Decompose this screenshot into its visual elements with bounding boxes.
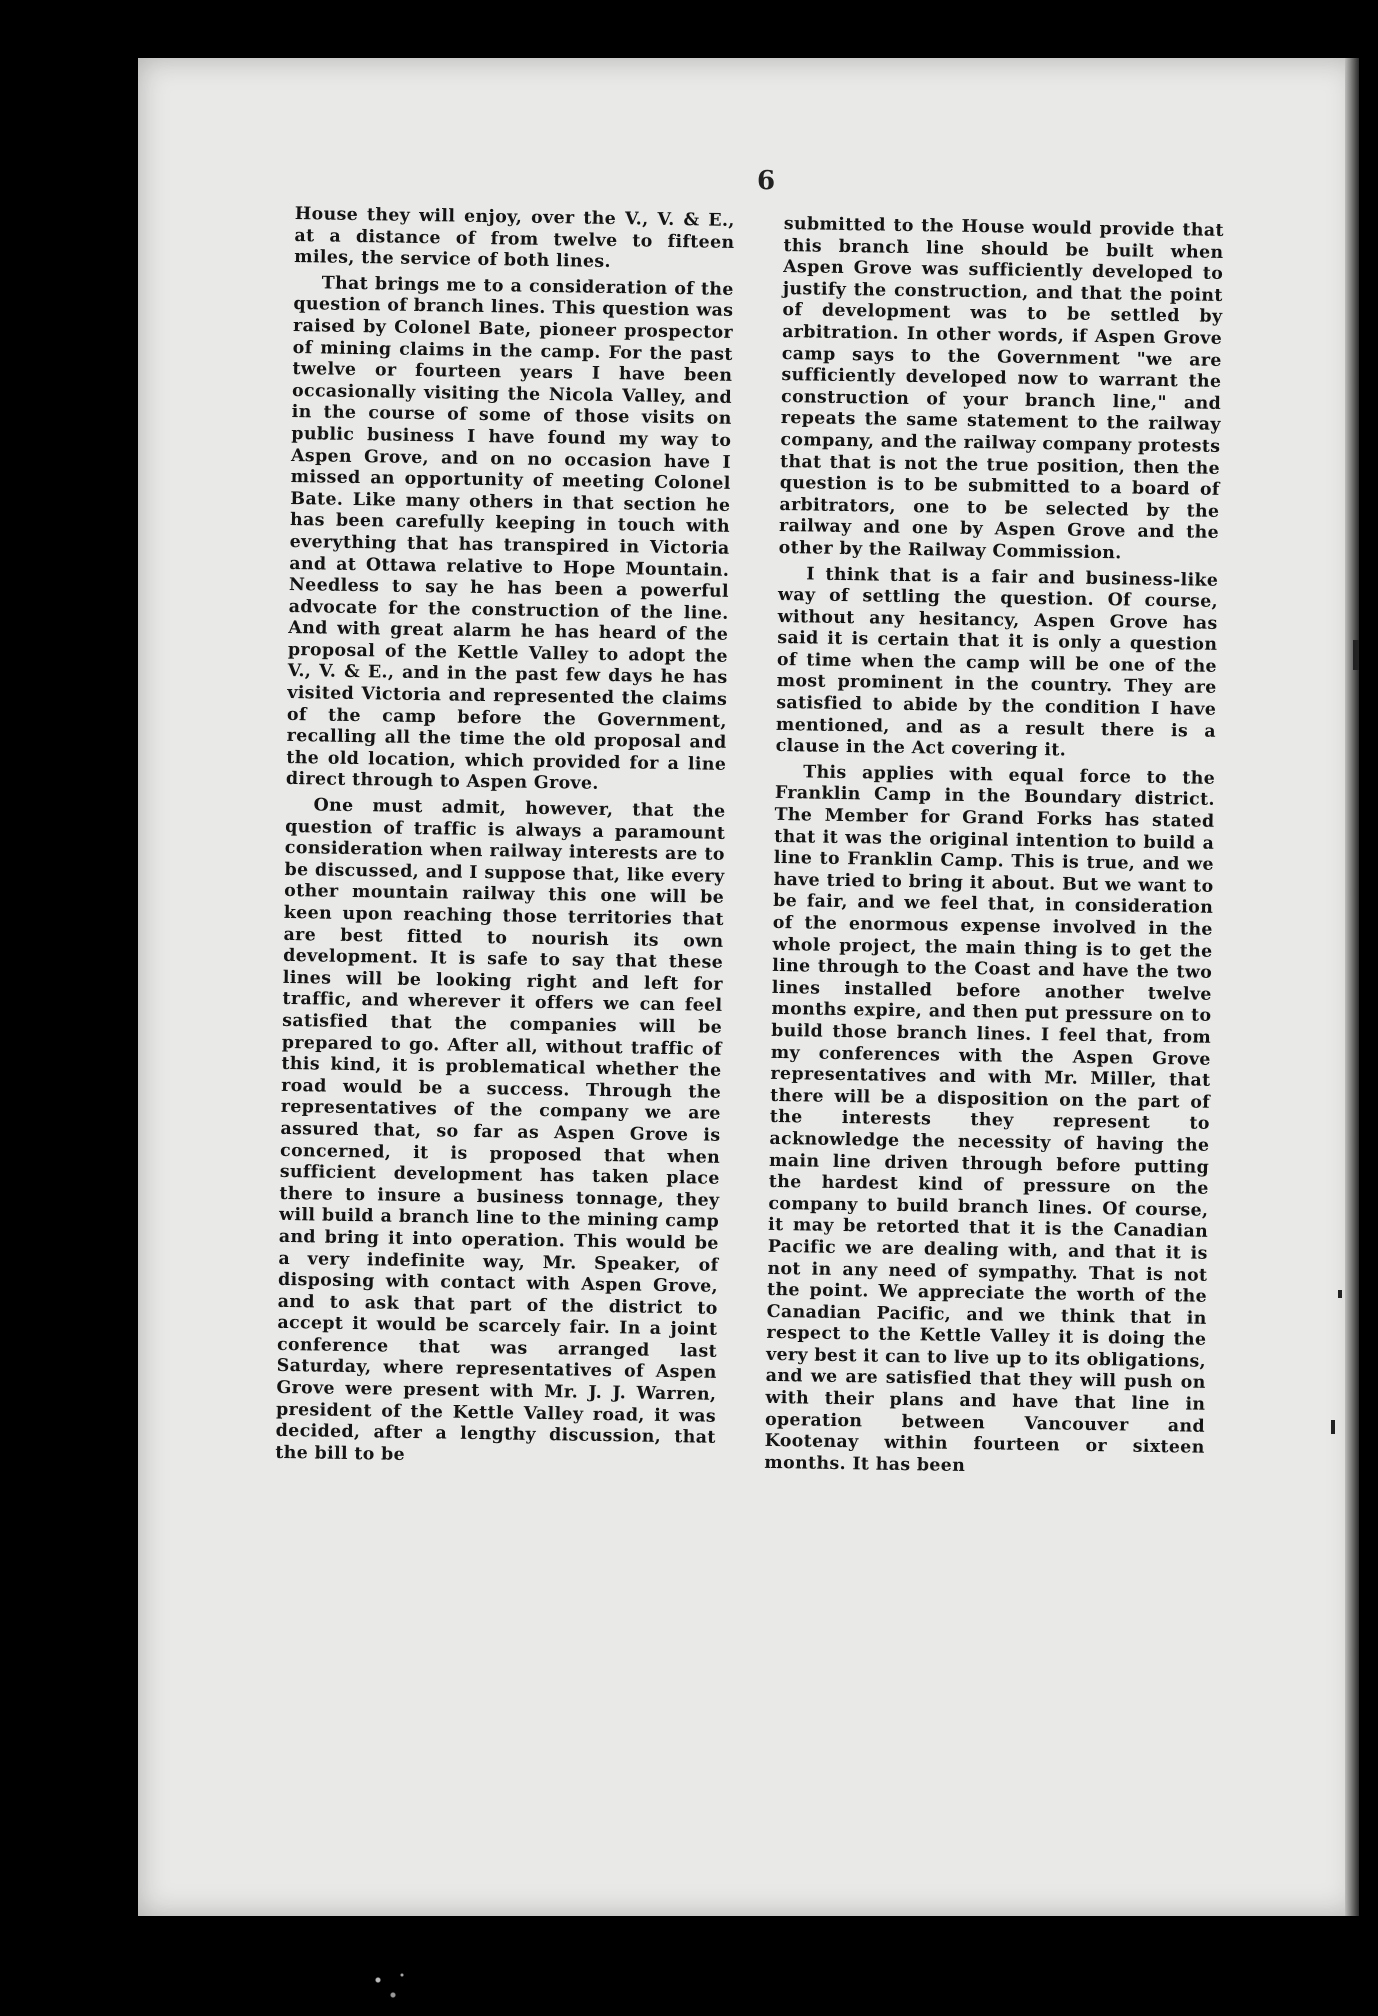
paragraph: This applies with equal force to the Franklin Camp in the Boundary district. The Member for Grand Forks has stated that it was the original intention to build a line to Franklin Camp. This is true, and we have tried to bring it about. But we want to be fair, and we feel that, in consideration of the enormous expense involved in the whole project, the main thing is to get the line through to the Coast and have the two lines installed before another twelve months expire, and then put pressure on to build those branch lines. I feel that, from my conferences with the Aspen Grove representatives and with Mr. Miller, that there will be a disposition on the part of the interests they represent to acknowledge the necessity of having the main line driven through before putting the hardest kind of pressure on the company to build branch lines. Of course, it may be retorted that it is the Canadian Pacific we are dealing with, and that it is not in any need of sympathy. That is not the point. We appreciate the worth of the Canadian Pacific, and we think that in respect to the Kettle Valley it is doing the very best it can to live up to its obligations, and we are satisfied that they will push on with their plans and have that line in operation between Vancouver and Kootenay within fourteen or sixteen months. It has been bbox=[764, 762, 1216, 1476]
paragraph: I think that is a fair and business-like way of settling the question. Of course, without any hesitancy, Aspen Grove has said it is certain that it is only a question of time when the camp will be one of the most prominent in the country. They are satisfied to abide by the condition I have mentioned, and as a result there is a clause in the Act covering it. bbox=[775, 563, 1219, 761]
paragraph: One must admit, however, that the question of traffic is always a paramount consideration when railway interests are to be discussed, and I suppose that, like every other mountain railway this one will be keen upon reaching those territories that are best fitted to nourish its own development. It is safe to say that these lines will be looking right and left for traffic, and wherever it offers we can feel satisfied that the companies will be prepared to go. After all, without traffic of this kind, it is problematical whether the road would be a success. Through the representatives of the company we are assured that, so far as Aspen Grove is concerned, it is proposed that when sufficient development has taken place there to insure a business tonnage, they will build a branch line to the mining camp and bring it into operation. This would be a very indefinite way, Mr. Speaker, of disposing with contact with Aspen Grove, and to ask that part of the district to accept it would be scarcely fair. In a joint conference that was arranged last Saturday, where representatives of Aspen Grove were present with Mr. J. J. Warren, president of the Kettle Valley road, it was decided, after a lengthy discussion, that the bill to be bbox=[275, 795, 726, 1465]
paragraph: That brings me to a consideration of the question of branch lines. This question was raised by Colonel Bate, pioneer prospector of mining claims in the camp. For the past twelve or fourteen years I have been occasionally visiting the Nicola Valley, and in the course of some of those visits on public business I have found my way to Aspen Grove, and on no occasion have I missed an opportunity of meeting Colonel Bate. Like many others in that section he has been carefully keeping in touch with everything that has transpired in Victoria and at Ottawa relative to Hope Mountain. Needless to say he has been a powerful advocate for the construction of the line. And with great alarm he has heard of the proposal of the Kettle Valley to adopt the V., V. & E., and in the past few days he has visited Victoria and represented the claims of the camp before the Government, recalling all the time the old proposal and the old location, which provided for a line direct through to Aspen Grove. bbox=[285, 273, 734, 795]
margin-mark bbox=[1331, 1420, 1335, 1434]
right-text-column bbox=[764, 214, 1224, 1485]
page-number: 6 bbox=[757, 166, 776, 196]
page-edge-shadow bbox=[1345, 58, 1359, 1916]
paragraph: House they will enjoy, over the V., V. & E., at a distance of from twelve to fifteen miles, the service of both lines. bbox=[294, 204, 735, 273]
margin-mark bbox=[1338, 1290, 1342, 1298]
margin-mark bbox=[1353, 640, 1359, 670]
left-text-column bbox=[275, 204, 735, 1475]
paragraph: submitted to the House would provide that this branch line should be built when Aspen Grove was sufficiently developed to justify the construction, and that the point of development was to be settled by arbitration. In other words, if Aspen Grove camp says to the Government "we are sufficiently developed now to warrant the construction of your branch line," and repeats the same statement to the railway company, and the railway company protests that that is not the true position, then the question is to be submitted to a board of arbitrators, one to be selected by the railway and one by Aspen Grove and the other by the Railway Commission. bbox=[778, 214, 1224, 564]
scan-specks bbox=[360, 1960, 420, 2010]
